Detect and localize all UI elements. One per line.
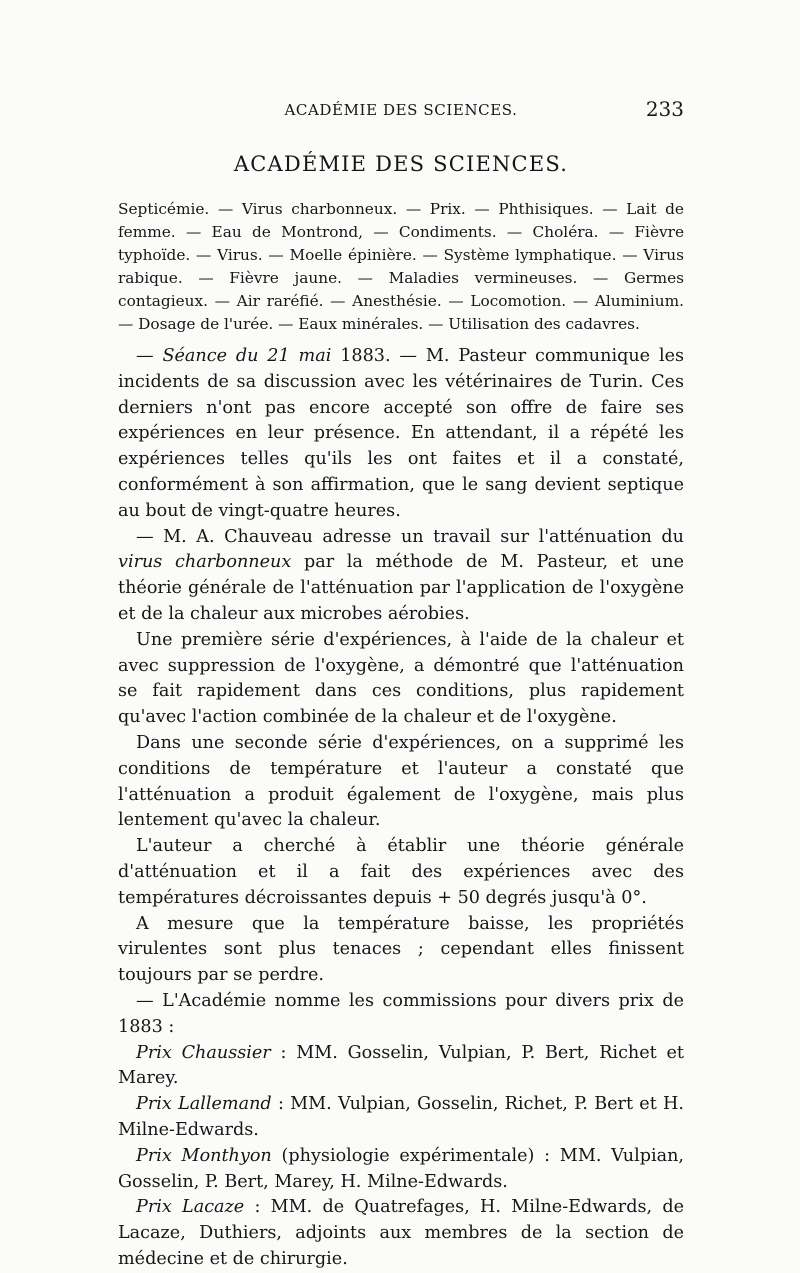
paragraph-text: — M. A. Chauveau adresse un travail sur l'atténuation du [136, 526, 684, 547]
prize-name: Prix Lacaze [136, 1197, 245, 1218]
section-title: ACADÉMIE DES SCIENCES. [233, 152, 569, 176]
paragraph: Une première série d'expériences, à l'aide de la chaleur et avec suppression de l'oxygène, a démontré que l'atténuation se fait rapidement dans ces conditions, plus rapidement qu'avec l'action combinée de la chaleur et de l'oxygène. [118, 629, 684, 728]
paragraph: Dans une seconde série d'expériences, on a supprimé les conditions de température et l'auteur a constaté que l'atténuation a produit également de l'oxygène, mais plus lentement qu'avec la chaleur. [118, 732, 684, 831]
prize-lacaze [118, 1195, 684, 1272]
prize-name: Prix Chaussier [136, 1042, 271, 1063]
prize-members: : MM. de Quatrefages, H. Milne-Edwards, de Lacaze, Duthiers, adjoints aux membres de la section de médecine et de chirurgie. [118, 1197, 684, 1269]
paragraph: — L'Académie nomme les commissions pour divers prix de 1883 : [118, 990, 684, 1037]
prize-chaussier [118, 1041, 684, 1093]
prize-members: : MM. Vulpian, Gosselin, Richet, P. Bert et H. Milne-Edwards. [118, 1094, 684, 1140]
paragraph: A mesure que la température baisse, les propriétés virulentes sont plus tenaces ; cependant elles finissent toujours par se perdre. [118, 913, 684, 986]
prize-monthyon [118, 1144, 684, 1196]
paragraph: L'auteur a cherché à établir une théorie générale d'atténuation et il a fait des expériences avec des températures décroissantes depuis + 50 degrés jusqu'à 0°. [118, 836, 684, 908]
summary [118, 198, 684, 336]
paragraph-seance [118, 344, 684, 525]
running-head: ACADÉMIE DES SCIENCES. [284, 101, 518, 119]
paragraph-text: par la méthode de M. Pasteur, et une théorie générale de l'atténuation par l'application de l'oxygène et de la chaleur aux microbes aérobies. [118, 552, 684, 624]
prize-name: Prix Monthyon [136, 1145, 272, 1166]
paragraph-chauveau [118, 525, 684, 628]
page-number: 233 [645, 97, 684, 121]
session-date: Séance du 21 mai [162, 346, 332, 366]
paragraph-text: 1883. — M. Pasteur communique les incidents de sa discussion avec les vétérinaires de Turin. Ces derniers n'ont pas encore accepté son offre de faire ses expériences en leur présence. En attendant, il a répété les expériences telles qu'ils les ont faites et il a constaté, conformément à son affirmation, que le sang devient septique au bout de vingt-quatre heures. [118, 346, 685, 521]
summary-text: Septicémie. — Virus charbonneux. — Prix. — Phthisiques. — Lait de femme. — Eau de Montrond, — Condiments. — Choléra. — Fièvre typhoïde. — Virus. — Moelle épinière. — Système lymphatique. — Virus rabique. — Fièvre jaune. — Maladies vermineuses. — Germes contagieux. — Air raréfié. — Anesthésie. — Locomotion. — Aluminium. — Dosage de l'urée. — Eaux minérales. — Utilisation des cadavres. [118, 200, 684, 333]
prize-name: Prix Lallemand [136, 1094, 272, 1115]
prize-members: : MM. Gosselin, Vulpian, P. Bert, Richet et Marey. [118, 1042, 684, 1089]
prize-lallemand [118, 1092, 684, 1144]
prize-members: (physiologie expérimentale) : MM. Vulpian, Gosselin, P. Bert, Marey, H. Milne-Edwards. [118, 1145, 685, 1192]
article-body [118, 344, 684, 1273]
paragraph-prefix: — [136, 346, 163, 366]
emphasis: virus charbonneux [118, 552, 292, 573]
